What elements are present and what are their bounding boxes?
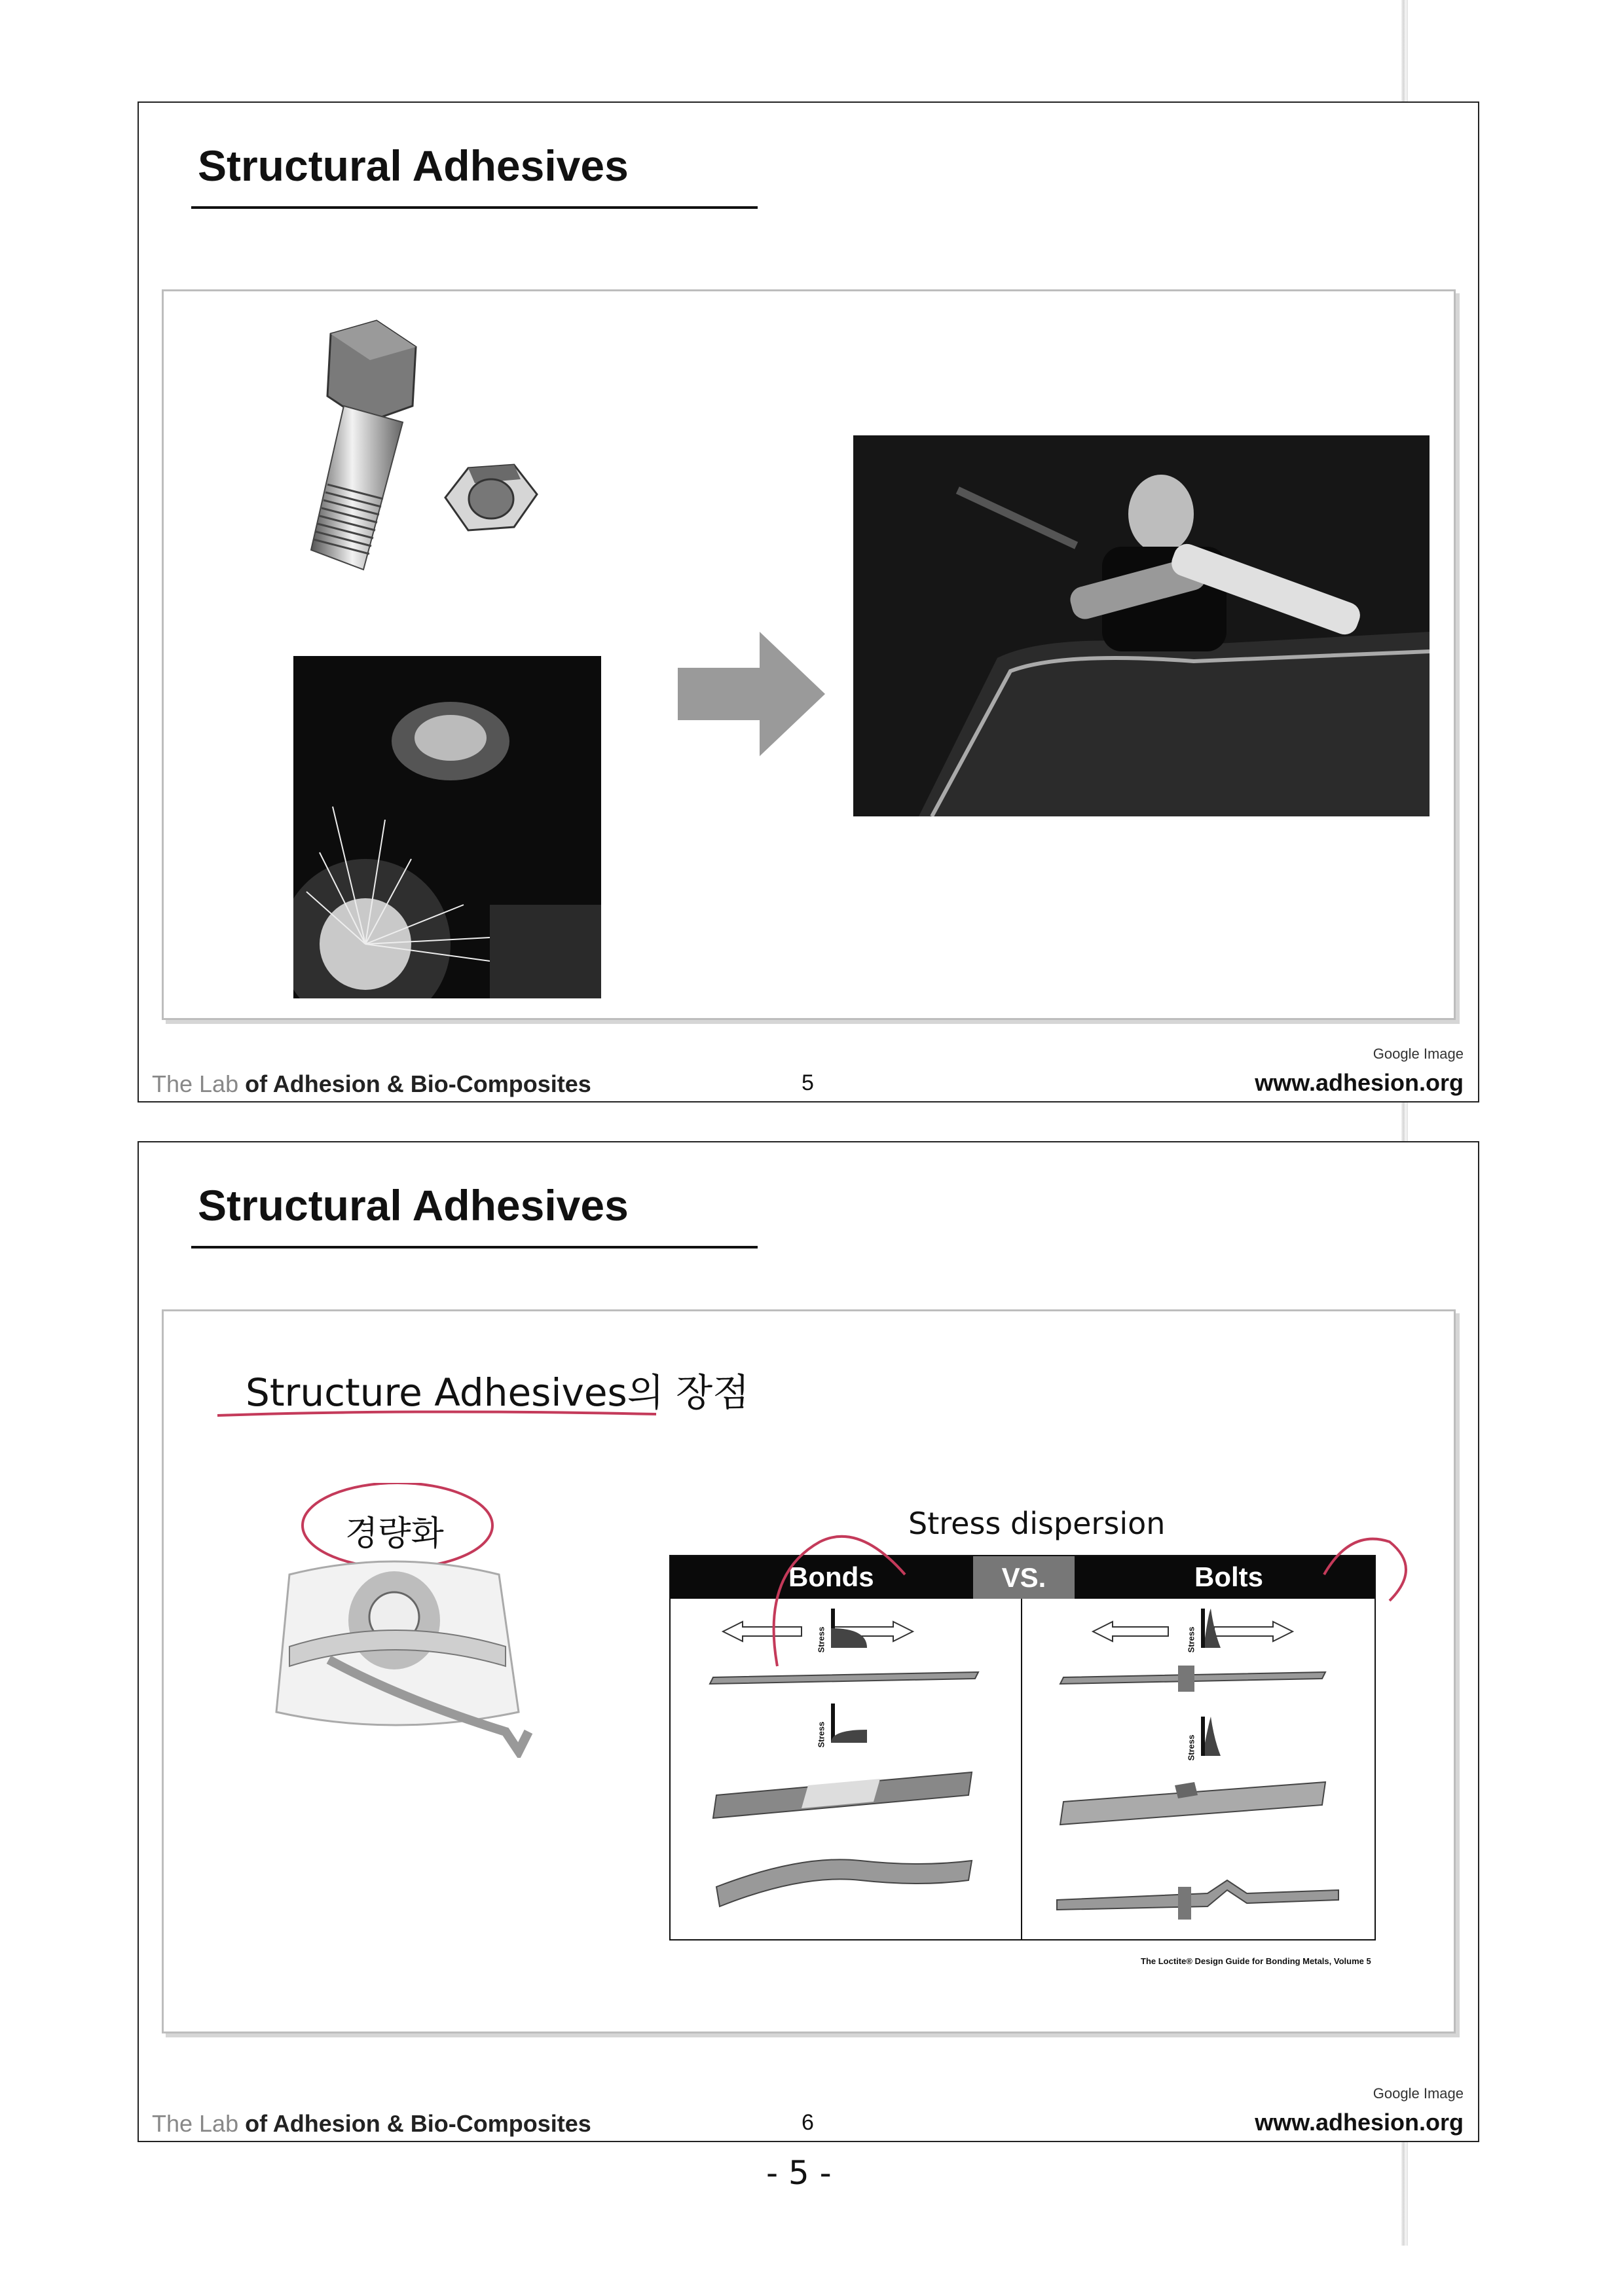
title-underline: [191, 206, 758, 209]
title-underline: [191, 1246, 758, 1248]
bolts-label: Bolts: [1194, 1561, 1263, 1592]
footer-url: www.adhesion.org: [1255, 1069, 1464, 1096]
slide-5: [138, 101, 1479, 1102]
slide-title: Structural Adhesives: [198, 1181, 629, 1230]
slide-number: 5: [802, 1070, 814, 1095]
slide-number: 6: [802, 2110, 814, 2135]
right-arrow-icon: [678, 632, 828, 756]
footer-lab-name: The Lab of Adhesion & Bio-Composites: [152, 2110, 591, 2137]
document-page-number: - 5 -: [766, 2154, 832, 2192]
adhesive-application-car-photo: [853, 435, 1430, 816]
slide-6: [138, 1141, 1479, 2142]
stress-axis-label: Stress: [1186, 1626, 1196, 1653]
weight-reduction-label: 경량화: [345, 1514, 444, 1554]
bonds-label: Bonds: [788, 1561, 874, 1592]
red-handwritten-underline: [214, 1408, 659, 1421]
welding-sparks-photo: [293, 656, 601, 998]
slide-title: Structural Adhesives: [198, 141, 629, 190]
footer-url: www.adhesion.org: [1255, 2109, 1464, 2136]
figure-citation: The Loctite® Design Guide for Bonding Metals, Volume 5: [1141, 1956, 1371, 1966]
image-source: Google Image: [1373, 1046, 1464, 1062]
footer-lab-name: The Lab of Adhesion & Bio-Composites: [152, 1070, 591, 1097]
image-source: Google Image: [1373, 2085, 1464, 2102]
content-panel: [162, 289, 1456, 1020]
red-handwritten-circles: [761, 1522, 1422, 1679]
stress-axis-label: Stress: [1186, 1734, 1196, 1761]
advantages-heading: Structure Adhesives의 장점: [246, 1370, 750, 1415]
bolt-and-nut-image: [304, 308, 586, 596]
stress-axis-label: Stress: [816, 1721, 826, 1748]
stress-axis-label: Stress: [816, 1626, 826, 1653]
vs-label: VS.: [973, 1556, 1075, 1599]
stress-dispersion-label: Stress dispersion: [908, 1506, 1166, 1541]
